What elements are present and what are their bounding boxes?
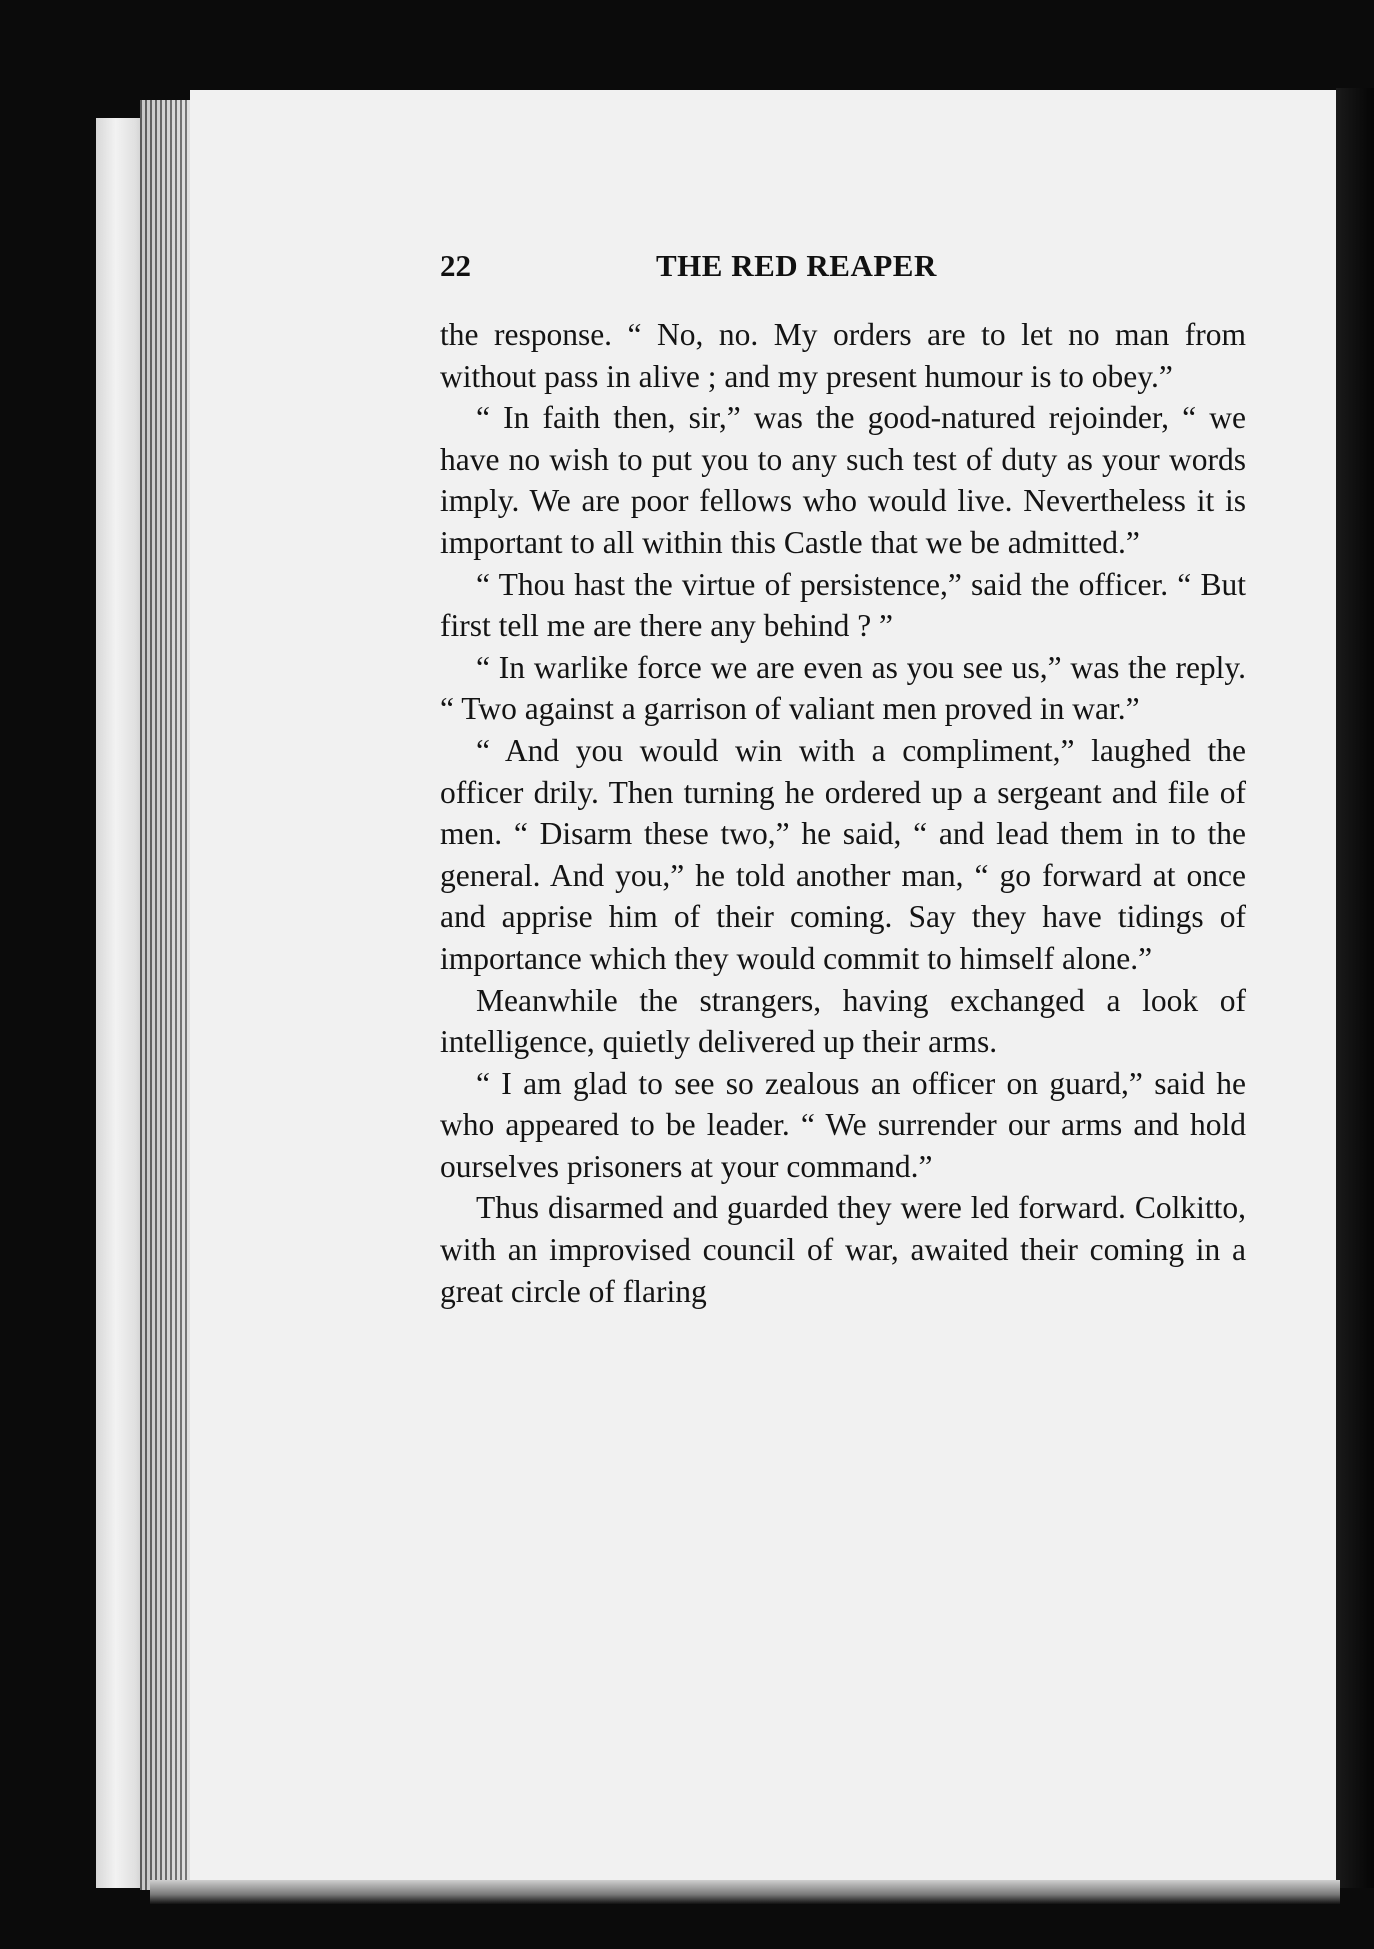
book-edge-bottom [150, 1880, 1340, 1904]
book-edge-right [1336, 88, 1374, 1888]
paragraph: Meanwhile the strangers, having exchanged a look of intelligence, quietly delivered up their arms. [440, 982, 1246, 1060]
page-number: 22 [440, 248, 471, 283]
running-head [440, 248, 1246, 292]
paragraph: “ Thou hast the virtue of persistence,” said the officer. “ But first tell me are there any behind ? ” [440, 566, 1246, 644]
paragraph: Thus disarmed and guarded they were led forward. Colkitto, with an improvised council of war, awaited their coming in a great circle of flaring [440, 1190, 1246, 1309]
paragraph: “ In faith then, sir,” was the good-natured rejoinder, “ we have no wish to put you to any such test of duty as your words imply. We are poor fellows who would live. Nevertheless it is important to all within this Castle that we be admitted.” [440, 400, 1246, 560]
body-text [440, 314, 1246, 1312]
paragraph: “ I am glad to see so zealous an officer on guard,” said he who appeared to be leader. “ We surrender our arms and hold ourselves prisoners at your command.” [440, 1065, 1246, 1184]
paragraph: “ And you would win with a compliment,” laughed the officer drily. Then turning he ordered up a sergeant and file of men. “ Disarm these two,” he said, “ and lead them in to the general. And you,” he told another man, “ go forward at once and apprise him of their coming. Say they have tidings of importance which they would commit to himself alone.” [440, 732, 1246, 976]
running-title: THE RED REAPER [656, 248, 937, 283]
paragraph: “ In warlike force we are even as you see us,” was the reply. “ Two against a garrison of valiant men proved in war.” [440, 649, 1246, 727]
paragraph: the response. “ No, no. My orders are to let no man from without pass in alive ; and my present humour is to obey.” [440, 317, 1246, 394]
